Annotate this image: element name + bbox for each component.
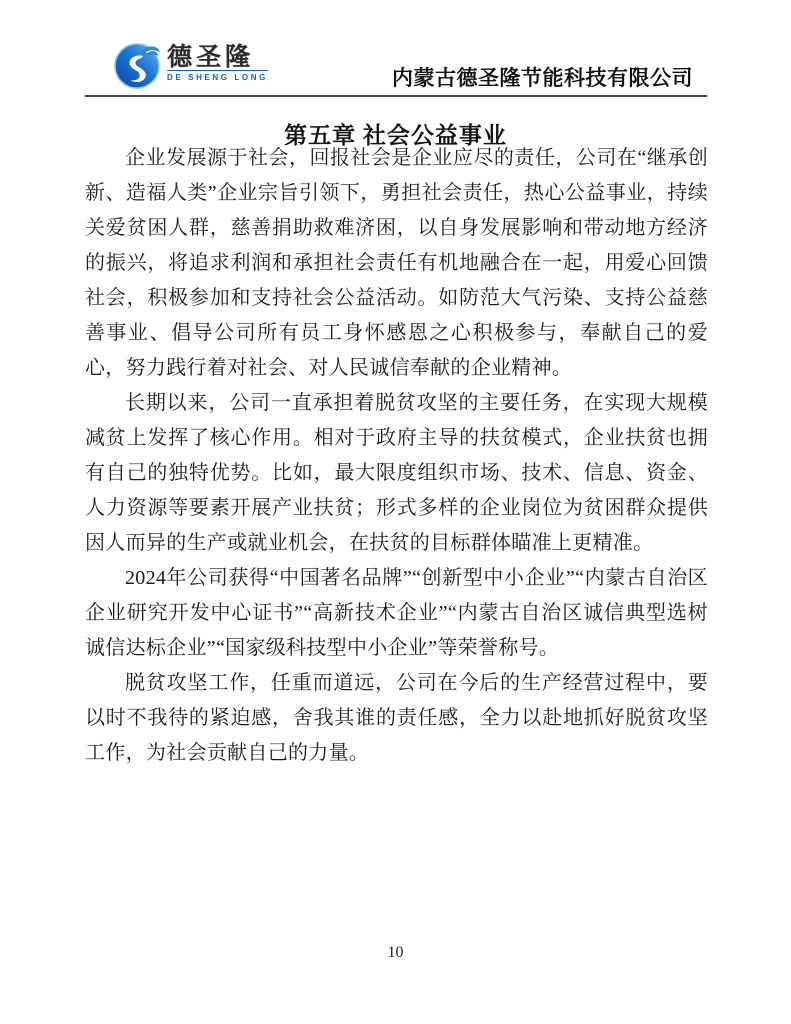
paragraph-1: 企业发展源于社会，回报社会是企业应尽的责任，公司在“继承创新、造福人类”企业宗旨引领下，勇担社会责任，热心公益事业，持续关爱贫困人群，慈善捐助救难济困，以自身发展影响和带动地方经济的振兴，将追求利润和承担社会责任有机地融合在一起，用爱心回馈社会，积极参加和支持社会公益活动。如防范大气污染、支持公益慈善事业、倡导公司所有员工身怀感恩之心积极参与，奉献自己的爱心，努力践行着对社会、对人民诚信奉献的企业精神。 <box>85 147 708 379</box>
paragraph-3: 2024年公司获得“中国著名品牌”“创新型中小企业”“内蒙古自治区企业研究开发中心证书”“高新技术企业”“内蒙古自治区诚信典型选树诚信达标企业”“国家级科技型中小企业”等荣誉称号。 <box>85 567 708 659</box>
logo-english-name: DE SHENG LONG <box>167 70 268 83</box>
chapter-title: 第五章 社会公益事业 <box>284 123 507 149</box>
page-header <box>85 0 707 97</box>
logo-chinese-name: 德圣隆 <box>167 42 255 71</box>
company-name-header: 内蒙古德圣隆节能科技有限公司 <box>392 66 693 90</box>
company-logo <box>113 36 268 90</box>
dragon-s-logo-icon <box>113 36 165 90</box>
page-number: 10 <box>387 944 404 961</box>
document-body <box>85 141 708 771</box>
logo-text-block <box>167 44 268 83</box>
paragraph-2: 长期以来，公司一直承担着脱贫攻坚的主要任务，在实现大规模减贫上发挥了核心作用。相对于政府主导的扶贫模式，企业扶贫也拥有自己的独特优势。比如，最大限度组织市场、技术、信息、资金、人力资源等要素开展产业扶贫；形式多样的企业岗位为贫困群众提供因人而异的生产或就业机会，在扶贫的目标群体瞄准上更精准。 <box>85 392 708 554</box>
paragraph-4: 脱贫攻坚工作，任重而道远，公司在今后的生产经营过程中，要以时不我待的紧迫感，舍我其谁的责任感，全力以赴地抓好脱贫攻坚工作，为社会贡献自己的力量。 <box>85 672 708 764</box>
